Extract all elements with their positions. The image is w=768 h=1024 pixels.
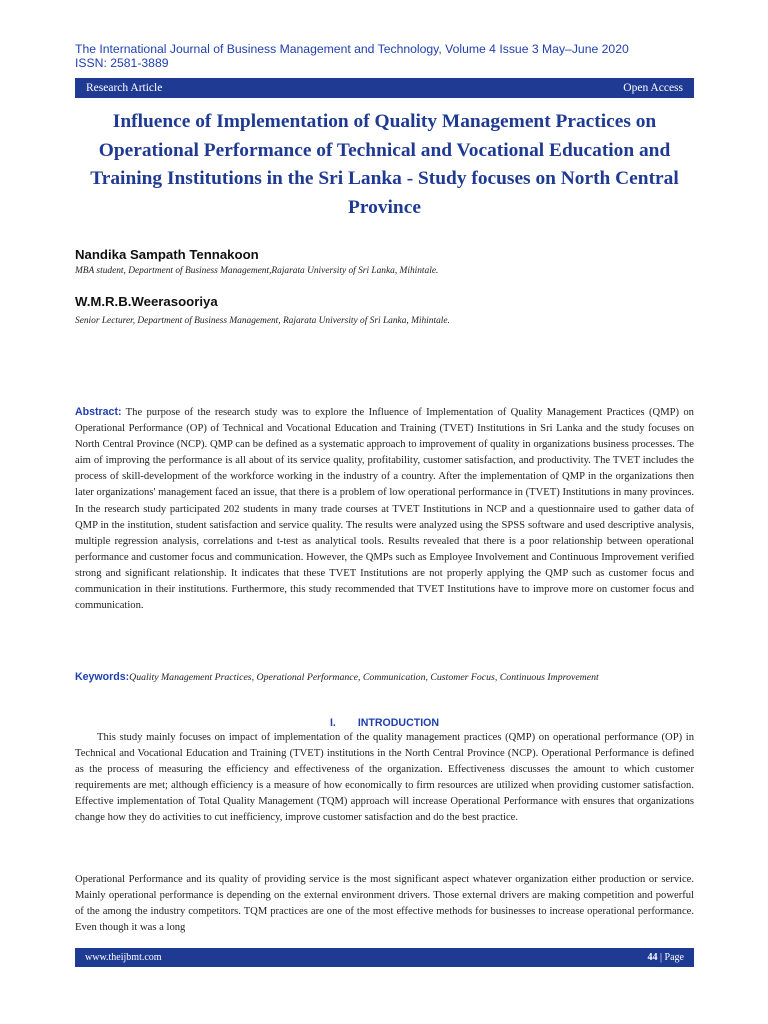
author-affiliation-1: MBA student, Department of Business Management,Rajarata University of Sri Lanka, Mihintale. <box>75 266 439 276</box>
keywords <box>75 671 715 683</box>
paper-title: Influence of Implementation of Quality Management Practices on Operational Performance of Technical and Vocational Education and Training Institutions in the Sri Lanka - Study focuses on North Central Province <box>90 111 679 218</box>
intro-paragraph-2: Operational Performance and its quality of providing service is the most significant aspect whatever organization either production or service. Mainly operational performance is depending on the external environment drivers. Those external drivers are making competition and powerful of the among the industry competitors. TQM practices are one of the most effective methods for businesses to increase operational performance. Even though it was a long <box>75 874 694 933</box>
section-heading <box>75 717 694 729</box>
article-type: Research Article <box>86 82 163 94</box>
author-name-2: W.M.R.B.Weerasooriya <box>75 294 218 309</box>
page-indicator <box>648 952 684 963</box>
journal-url[interactable]: www.theijbmt.com <box>85 952 162 963</box>
abstract-text: The purpose of the research study was to explore the Influence of Implementation of Quality Management Practices (QMP) on Operational Performance (OP) of Technical and Vocational Education and Training (TVET) Institutions in Sri Lanka and the study focuses on North Central Province (NCP). QMP can be defined as a systematic approach to improvement of quality in organizations business processes. The aim of improving the performance is all about of its service quality, profitability, customer satisfaction, and productivity. The TVET includes the process of skill-development of the workforce working in the industry of a country. After the implementation of QMP in the organizations then later organizations' management faced an issue, that there is a problem of low operational performance in (TVET) Institutions in many provinces. In the research study participated 202 students in many trade courses at TVET Institutions in NCP and a questionnaire used to gather data of QMP in the institution, student satisfaction and service quality. The results were analyzed using the SPSS software and used descriptive analysis, multiple regression analysis, correlations and t-test as analytical tools. Results revealed that there is a poor relationship between operational performance and customer focus and communication. However, the QMPs such as Employee Involvement and Continuous Improvement verified strong and significant relationship. It indicates that these TVET Institutions are not properly applying the QMP such as customer focus and communication in their institutions. Furthermore, this study recommended that TVET Institutions have to improve more on customer focus and communication. <box>75 407 694 612</box>
abstract-label: Abstract: <box>75 406 122 418</box>
journal-header <box>75 42 629 70</box>
section-title: INTRODUCTION <box>357 717 440 729</box>
page-footer <box>75 948 694 967</box>
page-label: | Page <box>660 952 684 963</box>
author-affiliation-2: Senior Lecturer, Department of Business Management, Rajarata University of Sri Lanka, Mihintale. <box>75 316 450 326</box>
article-type-bar <box>75 78 694 98</box>
keywords-text: Quality Management Practices, Operational Performance, Communication, Customer Focus, Continuous Improvement <box>129 672 599 683</box>
intro-paragraph-1: This study mainly focuses on impact of implementation of the quality management practices (QMP) on operational performance (OP) in Technical and Vocational Education and Training (TVET) institutions in the North Central Province (NCP). Operational Performance is defined as the process of measuring the efficiency and effectiveness of the organization. Effectiveness discusses the amount to which customer requirements are met; although efficiency is a measure of how economically to firm resources are utilized when providing customer satisfaction. Effective implementation of Total Quality Management (TQM) approach will increase Operational Performance with ensures that organizations change how they do activities to cut inefficiency, improve customer satisfaction and do the best practice. <box>75 732 694 823</box>
author-name-1: Nandika Sampath Tennakoon <box>75 247 259 262</box>
abstract <box>75 404 694 614</box>
access-type: Open Access <box>623 82 683 94</box>
issn: ISSN: 2581-3889 <box>75 56 169 70</box>
section-number: I. <box>329 717 336 729</box>
keywords-label: Keywords: <box>75 671 130 683</box>
page-number: 44 <box>647 952 658 963</box>
journal-line: The International Journal of Business Management and Technology, Volume 4 Issue 3 May–June 2020 <box>75 42 629 56</box>
